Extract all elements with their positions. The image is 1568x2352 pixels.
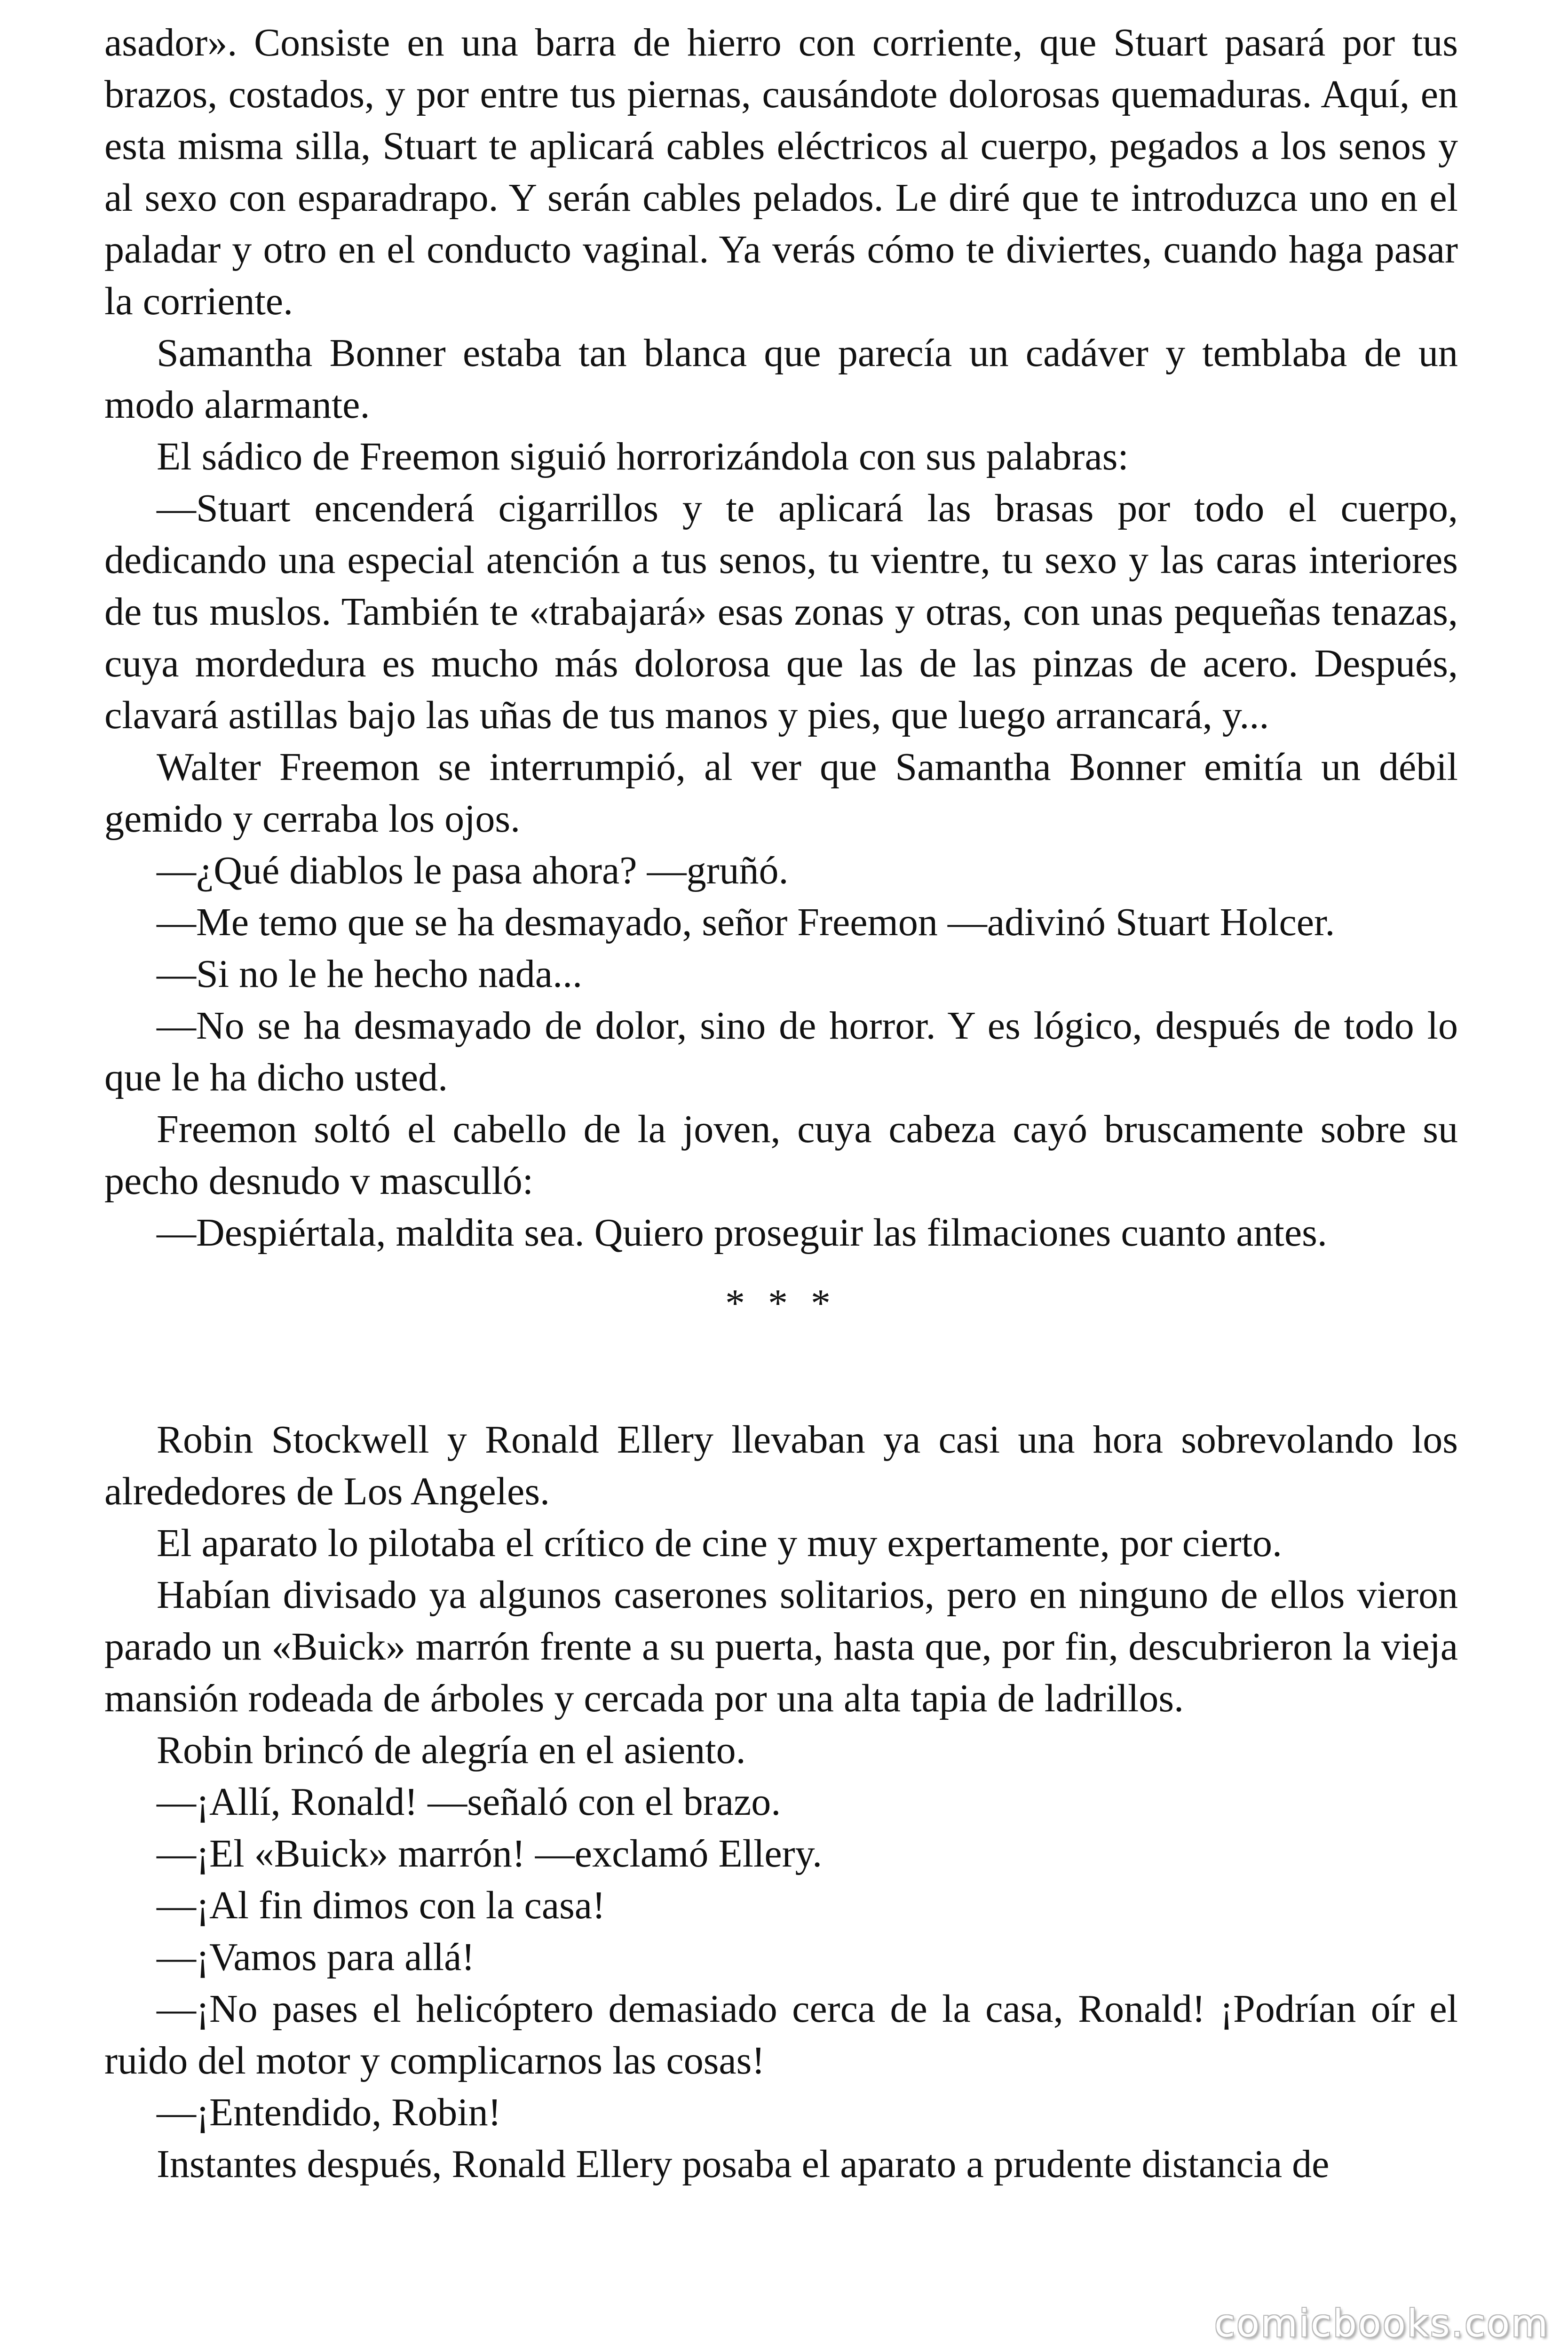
paragraph: El sádico de Freemon siguió horrorizándola con sus palabras: [157,435,1129,478]
paragraph: —¿Qué diablos le pasa ahora? —gruñó. [157,849,789,892]
paragraph: —¡Entendido, Robin! [157,2090,501,2134]
body-text [104,17,1458,2190]
paragraph: Samantha Bonner estaba tan blanca que parecía un cadáver y temblaba de un modo alarmante. [104,331,1458,427]
paragraph: —¡Al fin dimos con la casa! [157,1883,606,1927]
paragraph: Robin brincó de alegría en el asiento. [157,1728,746,1772]
paragraph: El aparato lo pilotaba el crítico de cine y muy expertamente, por cierto. [157,1521,1283,1565]
paragraph: —¡No pases el helicóptero demasiado cerca de la casa, Ronald! ¡Podrían oír el ruido del motor y complicarnos las cosas! [104,1987,1458,2082]
paragraph: —Me temo que se ha desmayado, señor Freemon —adivinó Stuart Holcer. [157,900,1335,944]
paragraph: —¡Vamos para allá! [157,1935,475,1979]
paragraph: —¡El «Buick» marrón! —exclamó Ellery. [157,1832,823,1875]
paragraph: asador». Consiste en una barra de hierro con corriente, que Stuart pasará por tus brazos, costados, y por entre tus piernas, causándote dolorosas quemaduras. Aquí, en esta misma silla, Stuart te aplicará cables eléctricos al cuerpo, pegados a los senos y al sexo con esparadrapo. Y serán cables pelados. Le diré que te introduzca uno en el paladar y otro en el conducto vaginal. Ya verás cómo te diviertes, cuando haga pasar la corriente. [104,21,1458,323]
paragraph: —¡Allí, Ronald! —señaló con el brazo. [157,1780,781,1824]
paragraph: —Si no le he hecho nada... [157,952,583,996]
section-separator: * * * [725,1281,837,1325]
watermark: comicbooks.com [1214,2302,1549,2345]
paragraph: Walter Freemon se interrumpió, al ver que Samantha Bonner emitía un débil gemido y cerraba los ojos. [104,745,1458,841]
paragraph: Habían divisado ya algunos caserones solitarios, pero en ninguno de ellos vieron parado un «Buick» marrón frente a su puerta, hasta que, por fin, descubrieron la vieja mansión rodeada de árboles y cercada por una alta tapia de ladrillos. [104,1573,1458,1720]
paragraph: —No se ha desmayado de dolor, sino de horror. Y es lógico, después de todo lo que le ha dicho usted. [104,1004,1458,1099]
paragraph: Robin Stockwell y Ronald Ellery llevaban ya casi una hora sobrevolando los alrededores de Los Angeles. [104,1418,1458,1513]
paragraph: —Despiértala, maldita sea. Quiero proseguir las filmaciones cuanto antes. [157,1211,1327,1255]
paragraph: Freemon soltó el cabello de la joven, cuya cabeza cayó bruscamente sobre su pecho desnudo v masculló: [104,1107,1458,1203]
paragraph: Instantes después, Ronald Ellery posaba el aparato a prudente distancia de [157,2142,1330,2186]
paragraph: —Stuart encenderá cigarrillos y te aplicará las brasas por todo el cuerpo, dedicando una especial atención a tus senos, tu vientre, tu sexo y las caras interiores de tus muslos. También te «trabajará» esas zonas y otras, con unas pequeñas tenazas, cuya mordedura es mucho más dolorosa que las de las pinzas de acero. Después, clavará astillas bajo las uñas de tus manos y pies, que luego arrancará, y... [104,486,1458,737]
